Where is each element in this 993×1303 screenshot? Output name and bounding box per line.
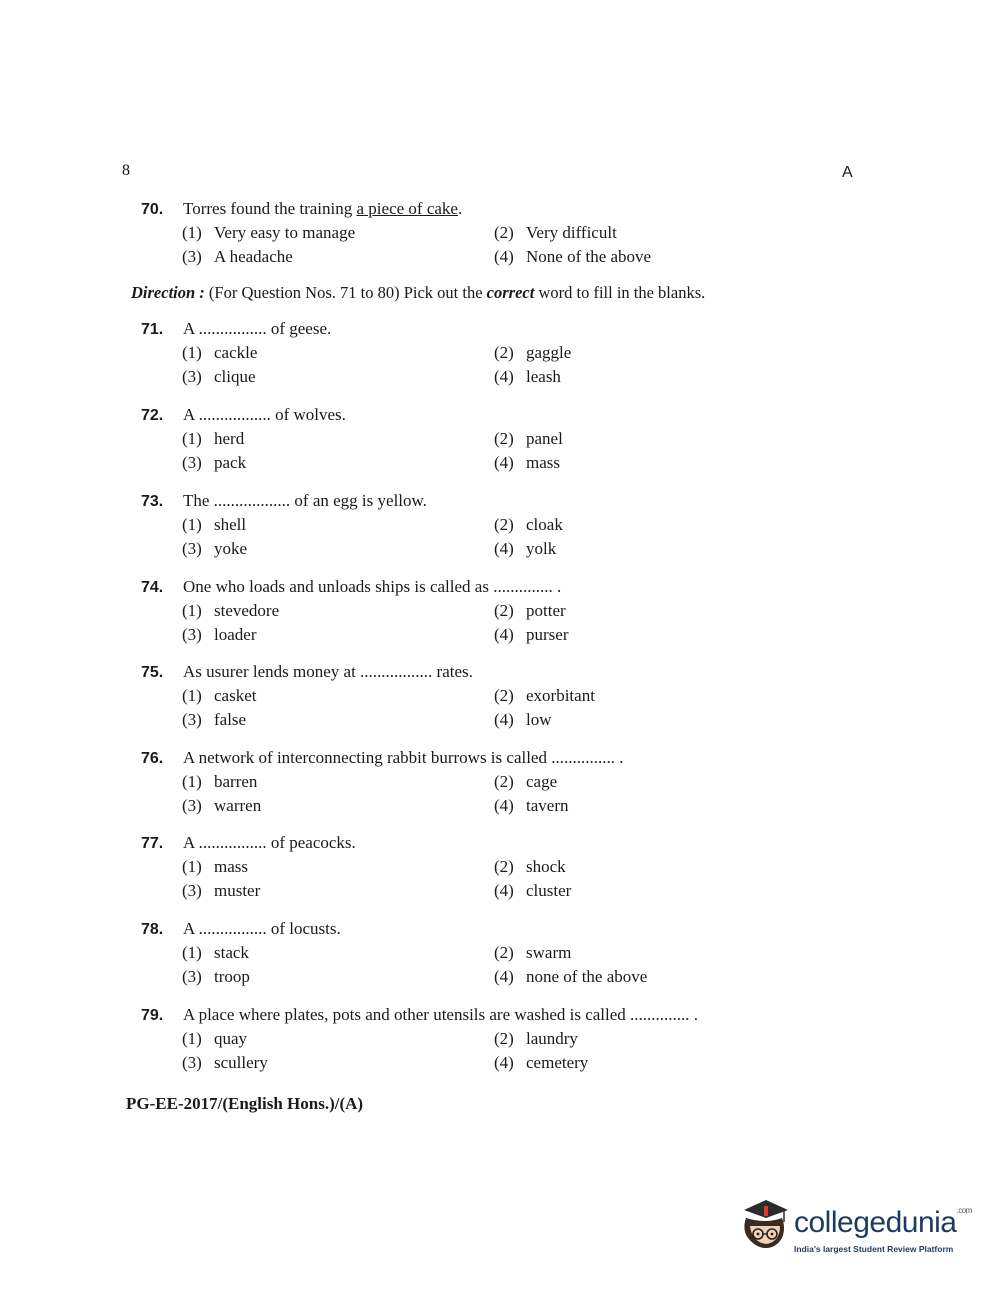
option-number: (1) bbox=[182, 857, 202, 876]
option-1 bbox=[182, 684, 256, 708]
question-text: A place where plates, pots and other utensils are washed is called .............. . bbox=[183, 1005, 699, 1024]
question-text: A ................ of geese. bbox=[183, 319, 332, 338]
option-number: (2) bbox=[494, 772, 514, 791]
option-2 bbox=[494, 1027, 578, 1051]
option-text: cage bbox=[526, 772, 558, 791]
collegedunia-logo bbox=[736, 1196, 972, 1266]
option-row bbox=[141, 341, 841, 365]
question-number: 79. bbox=[141, 1007, 164, 1024]
option-number: (1) bbox=[182, 1029, 202, 1048]
option-text: cloak bbox=[526, 515, 563, 534]
option-number: (4) bbox=[494, 453, 514, 472]
option-4 bbox=[494, 879, 571, 903]
option-3 bbox=[182, 451, 246, 475]
option-number: (2) bbox=[494, 343, 514, 362]
question-text: A ................ of peacocks. bbox=[183, 833, 356, 852]
question-text: As usurer lends money at ................. rates. bbox=[183, 662, 473, 681]
question-text: A network of interconnecting rabbit burrows is called ............... . bbox=[183, 748, 624, 767]
option-text: pack bbox=[214, 453, 247, 472]
question-line bbox=[141, 489, 841, 513]
brand-text: collegedunia bbox=[794, 1206, 957, 1239]
option-4 bbox=[494, 365, 561, 389]
option-row bbox=[141, 708, 841, 732]
direction-body: (For Question Nos. 71 to 80) Pick out the bbox=[204, 283, 487, 302]
question-line bbox=[141, 917, 841, 941]
option-4 bbox=[494, 537, 556, 561]
option-number: (2) bbox=[494, 1029, 514, 1048]
option-text: stevedore bbox=[214, 601, 280, 620]
question-79 bbox=[141, 1003, 841, 1075]
direction-label: Direction : bbox=[131, 283, 205, 302]
option-number: (2) bbox=[494, 601, 514, 620]
option-text: leash bbox=[526, 367, 561, 386]
question-line bbox=[141, 1003, 841, 1027]
option-1 bbox=[182, 599, 279, 623]
option-2 bbox=[494, 341, 571, 365]
question-text: A ................. of wolves. bbox=[183, 405, 346, 424]
question-70 bbox=[141, 197, 841, 269]
option-row bbox=[141, 451, 841, 475]
option-3 bbox=[182, 794, 261, 818]
option-1 bbox=[182, 770, 257, 794]
option-number: (3) bbox=[182, 881, 202, 900]
option-row bbox=[141, 794, 841, 818]
option-text: cemetery bbox=[526, 1053, 589, 1072]
underlined-phrase: a piece of cake bbox=[356, 199, 458, 218]
option-text: false bbox=[214, 710, 247, 729]
option-3 bbox=[182, 537, 247, 561]
question-text: One who loads and unloads ships is called as .............. . bbox=[183, 577, 562, 596]
option-1 bbox=[182, 855, 248, 879]
option-text: potter bbox=[526, 601, 566, 620]
question-line bbox=[141, 831, 841, 855]
question-text: A ................ of locusts. bbox=[183, 919, 341, 938]
option-number: (4) bbox=[494, 247, 514, 266]
option-text: troop bbox=[214, 967, 250, 986]
option-number: (1) bbox=[182, 515, 202, 534]
question-number: 76. bbox=[141, 750, 164, 767]
option-2 bbox=[494, 770, 557, 794]
option-number: (3) bbox=[182, 453, 202, 472]
option-text: clique bbox=[214, 367, 256, 386]
option-2 bbox=[494, 684, 595, 708]
option-number: (3) bbox=[182, 247, 202, 266]
brand-suffix: .com bbox=[956, 1206, 972, 1215]
option-number: (1) bbox=[182, 772, 202, 791]
option-number: (4) bbox=[494, 881, 514, 900]
option-2 bbox=[494, 855, 566, 879]
option-text: None of the above bbox=[526, 247, 652, 266]
option-text: casket bbox=[214, 686, 257, 705]
option-1 bbox=[182, 941, 249, 965]
option-text: quay bbox=[214, 1029, 248, 1048]
question-line bbox=[141, 197, 841, 221]
question-71 bbox=[141, 317, 841, 389]
option-4 bbox=[494, 794, 568, 818]
option-text: laundry bbox=[526, 1029, 578, 1048]
option-1 bbox=[182, 221, 355, 245]
option-row bbox=[141, 599, 841, 623]
option-row bbox=[141, 221, 841, 245]
question-text: The .................. of an egg is yellow. bbox=[183, 491, 427, 510]
option-text: muster bbox=[214, 881, 261, 900]
option-2 bbox=[494, 427, 563, 451]
option-number: (2) bbox=[494, 857, 514, 876]
option-3 bbox=[182, 365, 256, 389]
option-text: gaggle bbox=[526, 343, 572, 362]
question-number: 70. bbox=[141, 201, 164, 218]
paper-code: PG-EE-2017/(English Hons.)/(A) bbox=[126, 1094, 364, 1113]
question-number: 71. bbox=[141, 321, 164, 338]
option-row bbox=[141, 965, 841, 989]
question-number: 77. bbox=[141, 835, 164, 852]
option-number: (3) bbox=[182, 967, 202, 986]
option-text: tavern bbox=[526, 796, 569, 815]
direction-text bbox=[131, 283, 705, 303]
option-text: stack bbox=[214, 943, 249, 962]
option-number: (1) bbox=[182, 686, 202, 705]
option-number: (4) bbox=[494, 796, 514, 815]
option-2 bbox=[494, 513, 563, 537]
option-number: (3) bbox=[182, 710, 202, 729]
option-text: purser bbox=[526, 625, 569, 644]
question-76 bbox=[141, 746, 841, 818]
option-2 bbox=[494, 221, 617, 245]
option-2 bbox=[494, 941, 571, 965]
question-78 bbox=[141, 917, 841, 989]
option-row bbox=[141, 245, 841, 269]
option-text: yoke bbox=[214, 539, 248, 558]
option-text: shell bbox=[214, 515, 247, 534]
option-4 bbox=[494, 1051, 588, 1075]
option-4 bbox=[494, 451, 560, 475]
question-number: 72. bbox=[141, 407, 164, 424]
mascot-icon bbox=[736, 1196, 792, 1258]
option-text: scullery bbox=[214, 1053, 268, 1072]
option-number: (3) bbox=[182, 625, 202, 644]
option-number: (2) bbox=[494, 686, 514, 705]
question-73 bbox=[141, 489, 841, 561]
option-3 bbox=[182, 1051, 268, 1075]
brand-tagline: India's largest Student Review Platform bbox=[794, 1244, 954, 1254]
option-number: (4) bbox=[494, 710, 514, 729]
option-3 bbox=[182, 708, 246, 732]
option-text: exorbitant bbox=[526, 686, 595, 705]
option-number: (3) bbox=[182, 796, 202, 815]
question-number: 73. bbox=[141, 493, 164, 510]
question-number: 74. bbox=[141, 579, 164, 596]
option-3 bbox=[182, 245, 293, 269]
page-number: 8 bbox=[122, 162, 130, 179]
option-text: Very easy to manage bbox=[214, 223, 356, 242]
option-number: (2) bbox=[494, 943, 514, 962]
option-row bbox=[141, 513, 841, 537]
option-text: A headache bbox=[214, 247, 293, 266]
option-row bbox=[141, 684, 841, 708]
option-4 bbox=[494, 623, 568, 647]
option-text: loader bbox=[214, 625, 257, 644]
option-text: warren bbox=[214, 796, 262, 815]
option-number: (3) bbox=[182, 1053, 202, 1072]
option-text: mass bbox=[214, 857, 248, 876]
option-number: (1) bbox=[182, 601, 202, 620]
option-number: (1) bbox=[182, 343, 202, 362]
option-row bbox=[141, 941, 841, 965]
option-number: (2) bbox=[494, 429, 514, 448]
option-row bbox=[141, 855, 841, 879]
option-row bbox=[141, 427, 841, 451]
option-number: (1) bbox=[182, 223, 202, 242]
option-number: (4) bbox=[494, 539, 514, 558]
option-row bbox=[141, 1027, 841, 1051]
option-row bbox=[141, 770, 841, 794]
option-number: (1) bbox=[182, 943, 202, 962]
option-text: panel bbox=[526, 429, 563, 448]
option-number: (3) bbox=[182, 539, 202, 558]
brand-name bbox=[794, 1206, 972, 1240]
option-text: Very difficult bbox=[526, 223, 617, 242]
option-row bbox=[141, 365, 841, 389]
option-text: cluster bbox=[526, 881, 572, 900]
direction-body-end: word to fill in the blanks. bbox=[534, 283, 706, 302]
set-code: A bbox=[842, 164, 853, 181]
option-number: (4) bbox=[494, 625, 514, 644]
option-3 bbox=[182, 879, 260, 903]
option-4 bbox=[494, 965, 647, 989]
option-1 bbox=[182, 1027, 247, 1051]
question-line bbox=[141, 317, 841, 341]
option-3 bbox=[182, 965, 250, 989]
option-row bbox=[141, 879, 841, 903]
question-line bbox=[141, 746, 841, 770]
question-text-end: . bbox=[457, 199, 463, 218]
option-1 bbox=[182, 427, 244, 451]
option-text: yolk bbox=[526, 539, 557, 558]
question-74 bbox=[141, 575, 841, 647]
option-3 bbox=[182, 623, 256, 647]
question-number: 78. bbox=[141, 921, 164, 938]
question-75 bbox=[141, 660, 841, 732]
option-number: (2) bbox=[494, 223, 514, 242]
question-number: 75. bbox=[141, 664, 164, 681]
option-1 bbox=[182, 513, 246, 537]
option-number: (4) bbox=[494, 967, 514, 986]
option-number: (3) bbox=[182, 367, 202, 386]
option-text: swarm bbox=[526, 943, 572, 962]
option-number: (2) bbox=[494, 515, 514, 534]
question-line bbox=[141, 575, 841, 599]
option-number: (4) bbox=[494, 1053, 514, 1072]
option-text: low bbox=[526, 710, 552, 729]
option-row bbox=[141, 537, 841, 561]
option-text: cackle bbox=[214, 343, 258, 362]
question-77 bbox=[141, 831, 841, 903]
option-text: barren bbox=[214, 772, 258, 791]
option-1 bbox=[182, 341, 257, 365]
question-line bbox=[141, 403, 841, 427]
option-number: (4) bbox=[494, 367, 514, 386]
question-text: Torres found the training bbox=[183, 199, 357, 218]
option-row bbox=[141, 623, 841, 647]
question-line bbox=[141, 660, 841, 684]
direction-emphasis: correct bbox=[486, 283, 535, 302]
option-4 bbox=[494, 708, 552, 732]
option-text: none of the above bbox=[526, 967, 648, 986]
question-72 bbox=[141, 403, 841, 475]
option-2 bbox=[494, 599, 566, 623]
option-4 bbox=[494, 245, 651, 269]
option-row bbox=[141, 1051, 841, 1075]
option-number: (1) bbox=[182, 429, 202, 448]
option-text: mass bbox=[526, 453, 560, 472]
option-text: herd bbox=[214, 429, 245, 448]
option-text: shock bbox=[526, 857, 566, 876]
